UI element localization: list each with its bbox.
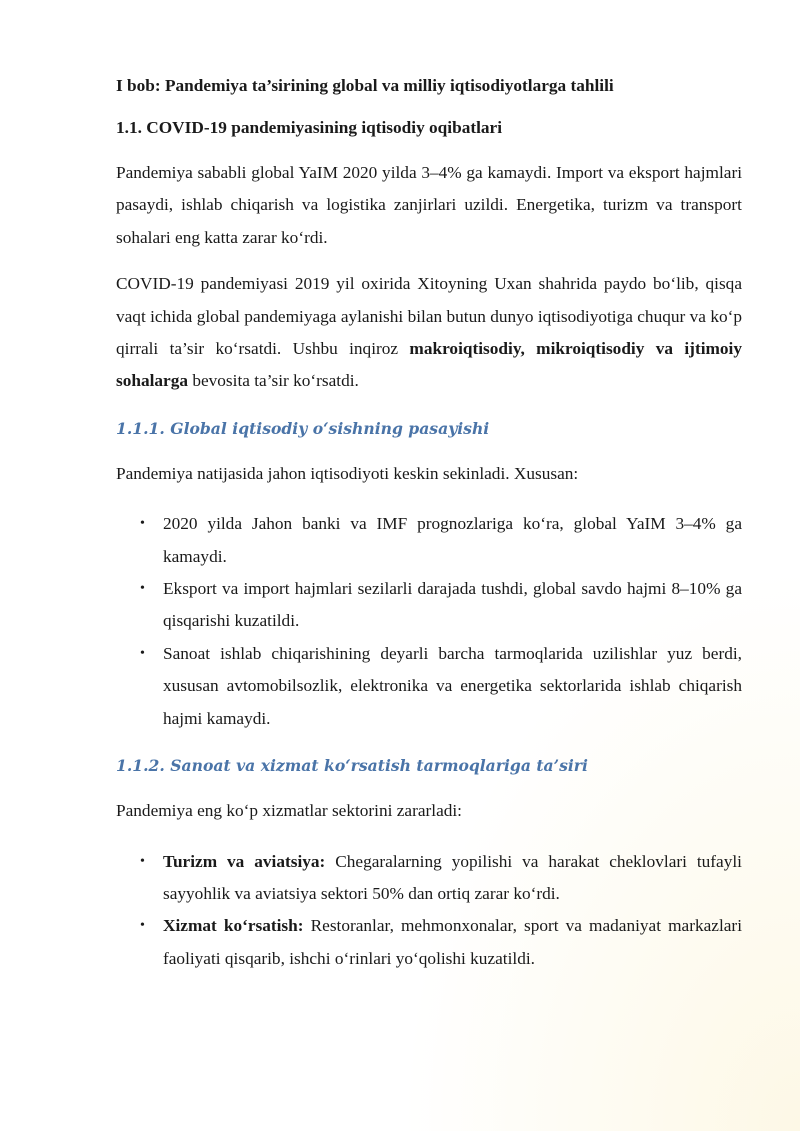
subsection-1-list: [116, 508, 742, 735]
list-item: [116, 846, 742, 911]
list-item-label: Xizmat ko‘rsatish:: [163, 916, 304, 936]
list-item-label: Turizm va aviatsiya:: [163, 851, 326, 871]
bullet-icon: •: [140, 516, 145, 532]
list-item: [116, 508, 742, 573]
subsection-title-1: 1.1.1. Global iqtisodiy o‘sishning pasayishi: [116, 418, 490, 438]
bullet-icon: •: [140, 918, 145, 934]
subsection-2-list: [116, 846, 742, 976]
list-item-text: Eksport va import hajmlari sezilarli darajada tushdi, global savdo hajmi 8–10% ga qisqarishi kuzatildi.: [163, 579, 742, 631]
paragraph-2-end: bevosita ta’sir ko‘rsatdi.: [188, 371, 359, 391]
list-item-text: Restoranlar, mehmonxonalar, sport va madaniyat markazlari faoliyati qisqarib, ishchi o‘rinlari yo‘qolishi kuzatildi.: [163, 916, 742, 968]
list-item-text: Sanoat ishlab chiqarishining deyarli barcha tarmoqlarida uzilishlar yuz berdi, xususan avtomobilsozlik, elektronika va energetika sektorlarida ishlab chiqarish hajmi kamaydi.: [163, 643, 742, 728]
paragraph-1: Pandemiya sababli global YaIM 2020 yilda 3–4% ga kamaydi. Import va eksport hajmlari pasaydi, ishlab chiqarish va logistika zanjirlari uzildi. Energetika, turizm va transport sohalari eng katta zarar ko‘rdi.: [116, 163, 742, 247]
subsection-title-2: 1.1.2. Sanoat va xizmat ko‘rsatish tarmoqlariga ta’siri: [116, 756, 588, 776]
section-title: 1.1. COVID-19 pandemiyasining iqtisodiy oqibatlari: [116, 118, 503, 137]
paragraph-2-bold: makroiqtisodiy, mikroiqtisodiy va ijtimoiy sohalarga: [116, 339, 742, 391]
paragraph-2: [116, 268, 742, 398]
bullet-icon: •: [140, 581, 145, 597]
page-content: [116, 73, 742, 975]
bullet-icon: •: [140, 645, 145, 661]
chapter-title: I bob: Pandemiya ta’sirining global va milliy iqtisodiyotlarga tahlili: [116, 76, 614, 95]
subsection-1-intro: Pandemiya natijasida jahon iqtisodiyoti keskin sekinladi. Xususan:: [116, 463, 579, 483]
list-item-text: 2020 yilda Jahon banki va IMF prognozlariga ko‘ra, global YaIM 3–4% ga kamaydi.: [163, 514, 742, 566]
list-item: [116, 910, 742, 975]
bullet-icon: •: [140, 853, 145, 869]
paragraph-2-start: COVID-19 pandemiyasi 2019 yil oxirida Xitoyning Uxan shahrida paydo bo‘lib, qisqa vaqt ichida global pandemiyaga aylanishi bilan butun dunyo iqtisodiyotiga chuqur va ko‘p qirrali ta’sir ko‘rsatdi. Ushbu inqiroz: [116, 274, 742, 359]
list-item-text: Chegaralarning yopilishi va harakat cheklovlari tufayli sayyohlik va aviatsiya sektori 50% dan ortiq zarar ko‘rdi.: [163, 851, 742, 903]
list-item: [116, 638, 742, 735]
subsection-2-intro: Pandemiya eng ko‘p xizmatlar sektorini zararladi:: [116, 801, 462, 821]
list-item: [116, 573, 742, 638]
